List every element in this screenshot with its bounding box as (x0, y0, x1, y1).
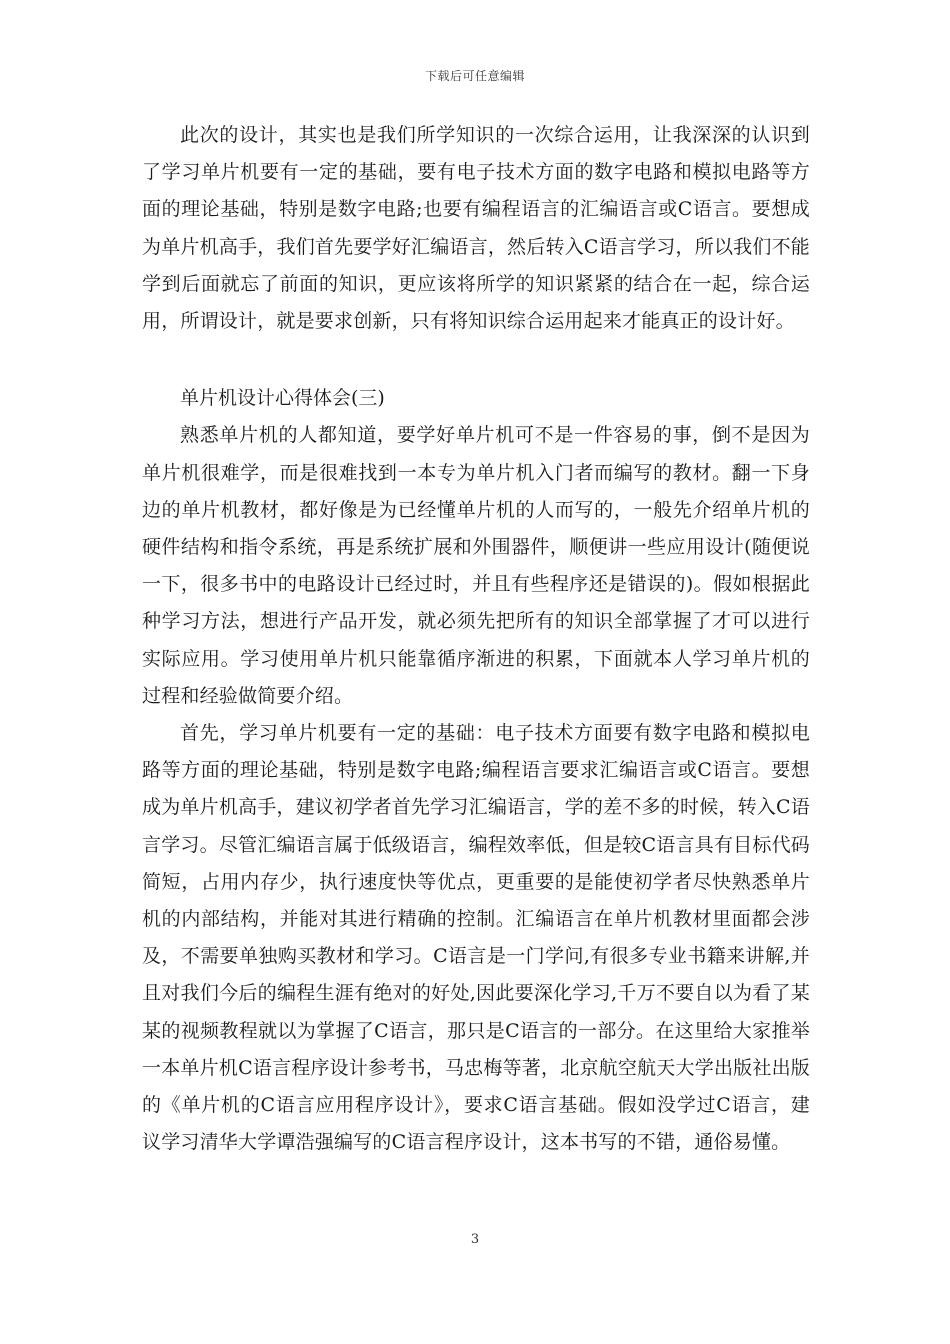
paragraph-spacer (142, 340, 810, 380)
page-number: 3 (470, 1232, 480, 1247)
document-body (142, 117, 810, 1161)
page-header: 下载后可任意编辑 (424, 69, 525, 83)
paragraph-design-summary: 此次的设计，其实也是我们所学知识的一次综合运用，让我深深的认识到了学习单片机要有一定的基础，要有电子技术方面的数字电路和模拟电路等方面的理论基础，特别是数字电路;也要有编程语言的汇编语言或C语言。要想成为单片机高手，我们首先要学好汇编语言，然后转入C语言学习，所以我们不能学到后面就忘了前面的知识，更应该将所学的知识紧紧的结合在一起，综合运用，所谓设计，就是要求创新，只有将知识综合运用起来才能真正的设计好。 (142, 124, 810, 333)
section-heading: 单片机设计心得体会(三) (180, 387, 385, 410)
paragraph-first-step: 首先，学习单片机要有一定的基础：电子技术方面要有数字电路和模拟电路等方面的理论基础，特别是数字电路;编程语言要求汇编语言或C语言。要想成为单片机高手，建议初学者首先学习汇编语言，学的差不多的时候，转入C语言学习。尽管汇编语言属于低级语言，编程效率低，但是较C语言具有目标代码简短，占用内存少，执行速度快等优点，更重要的是能使初学者尽快熟悉单片机的内部结构，并能对其进行精确的控制。汇编语言在单片机教材里面都会涉及，不需要单独购买教材和学习。C语言是一门学问,有很多专业书籍来讲解,并且对我们今后的编程生涯有绝对的好处,因此要深化学习,千万不要自以为看了某某的视频教程就以为掌握了C语言，那只是C语言的一部分。在这里给大家推举一本单片机C语言程序设计参考书，马忠梅等著，北京航空航天大学出版社出版的《单片机的C语言应用程序设计》，要求C语言基础。假如没学过C语言，建议学习清华大学谭浩强编写的C语言程序设计，这本书写的不错，通俗易懂。 (142, 722, 810, 1154)
paragraph-intro: 熟悉单片机的人都知道，要学好单片机可不是一件容易的事，倒不是因为单片机很难学，而是很难找到一本专为单片机入门者而编写的教材。翻一下身边的单片机教材，都好像是为已经懂单片机的人而写的，一般先介绍单片机的硬件结构和指令系统，再是系统扩展和外围器件，顺便讲一些应用设计(随便说一下，很多书中的电路设计已经过时，并且有些程序还是错误的)。假如根据此种学习方法，想进行产品开发，就必须先把所有的知识全部掌握了才可以进行实际应用。学习使用单片机只能靠循序渐进的积累，下面就本人学习单片机的过程和经验做简要介绍。 (142, 424, 810, 707)
